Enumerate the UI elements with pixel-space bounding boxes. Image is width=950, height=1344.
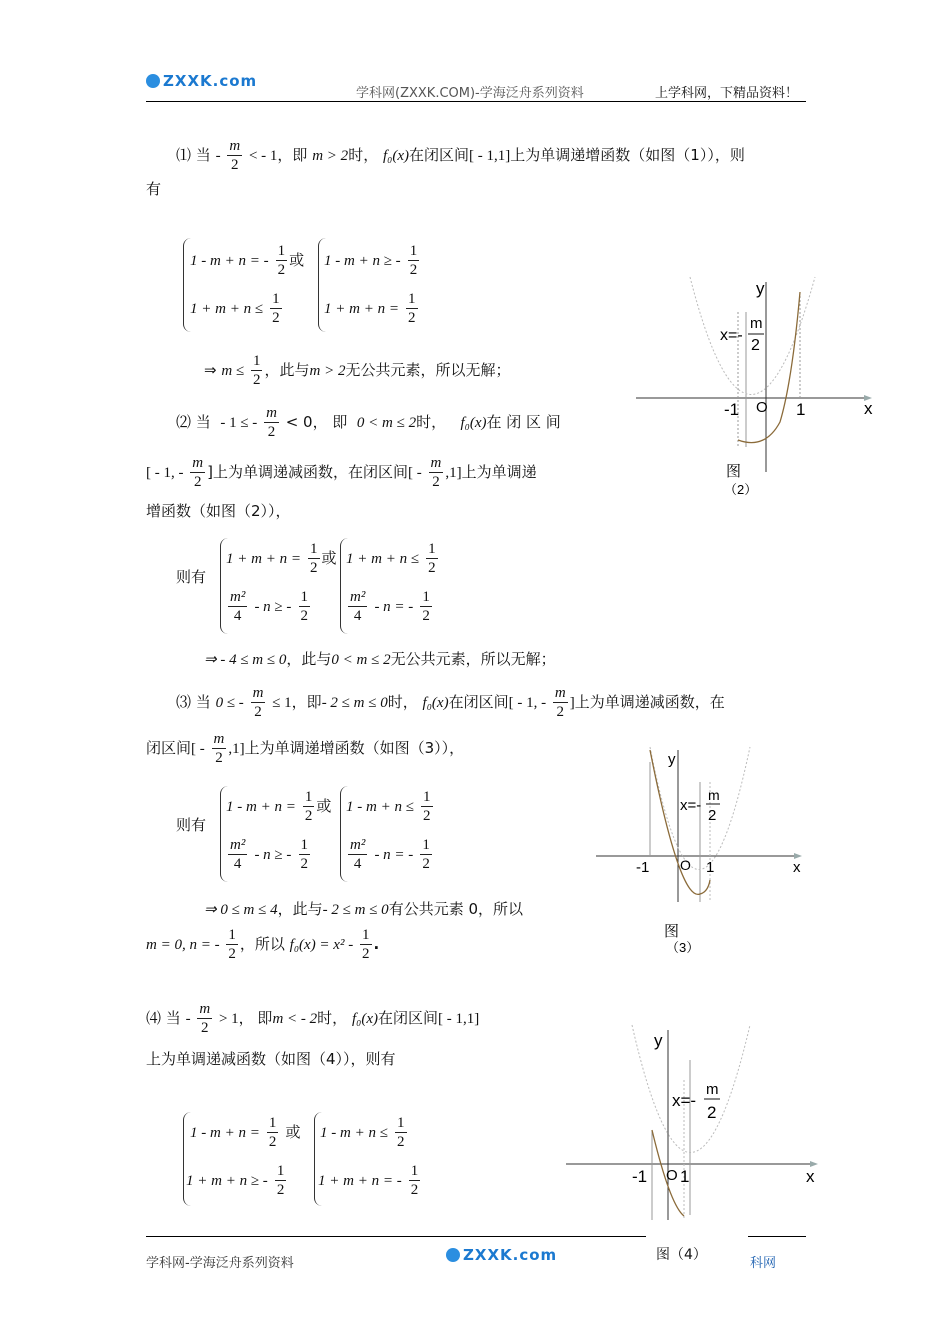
case3-sys1-eq2: $\frac{\text{m²}}{4}$ - n ≥ - $\frac{1}{2}$ <box>230 837 309 872</box>
logo-icon <box>146 74 160 88</box>
axis-eq-prefix: x=- <box>672 1091 697 1110</box>
case2-sys1-eq1: 1 + m + n = $\frac{1}{2}$ 或 <box>226 541 337 576</box>
axis-eq-prefix: x=- <box>680 797 702 814</box>
footer-logo[interactable] <box>446 1246 557 1264</box>
header-right: 上学科网，下精品资料！ <box>655 86 799 101</box>
axis-eq-num: m <box>706 1081 719 1098</box>
footer-right: 科网 <box>750 1256 777 1271</box>
case4-sys1-eq2: 1 + m + n ≥ - $\frac{1}{2}$ <box>186 1163 285 1198</box>
parabola-curve <box>738 292 800 443</box>
case2-conclusion: ⇒ - 4 ≤ m ≤ 0，此与0 < m ≤ 2无公共元素，所以无解； <box>204 650 556 668</box>
case3-line2: 闭区间[ - $\frac{m}{2}$ ,1]上为单调递增函数（如图（3））， <box>146 731 465 766</box>
case3-conclusion: ⇒ 0 ≤ m ≤ 4，此与- 2 ≤ m ≤ 0有公共元素 0，所以 <box>204 900 523 918</box>
header-center: 学科网(ZXXK.COM)-学海泛舟系列资料 <box>356 86 584 101</box>
figure-3 <box>590 742 820 957</box>
label-one: 1 <box>680 1167 690 1186</box>
case2-sys2-eq1: 1 + m + n ≤ $\frac{1}{2}$ <box>346 541 436 576</box>
case1-conclusion: ⇒ m ≤ $\frac{1}{2}$ ，此与m > 2无公共元素，所以无解； <box>204 353 511 388</box>
case4-line2: 上为单调递减函数（如图（4）），则有 <box>146 1050 396 1068</box>
label-x: x <box>864 399 873 418</box>
label-neg1: -1 <box>636 859 650 876</box>
logo-text: ZXXK.com <box>163 72 258 90</box>
figure-2 <box>630 272 880 502</box>
fig2-caption-b: （2） <box>724 482 758 497</box>
parabola-dotted <box>632 1025 750 1153</box>
label-x: x <box>793 859 801 876</box>
case1-line1: ⑴ 当 - $\frac{m}{2}$ < - 1，即 m > 2时， f₀(x)在闭区间[ - 1,1]上为单调递增函数（如图（1）），则 <box>176 138 745 173</box>
parabola-dotted <box>690 277 815 395</box>
case1-sys2-eq2: 1 + m + n = $\frac{1}{2}$ <box>324 291 416 326</box>
label-origin: O <box>666 1167 678 1184</box>
axis-eq-den: 2 <box>707 1103 717 1122</box>
case1-sys1-eq1: 1 - m + n = - $\frac{1}{2}$ 或 <box>190 243 305 278</box>
case2-line3: 增函数（如图（2））， <box>146 502 291 520</box>
footer-rule-left <box>146 1236 646 1237</box>
case3-result: m = 0, n = - $\frac{1}{2}$ ，所以 f₀(x) = x² - $\frac{1}{2}$ . <box>146 927 380 962</box>
case1-you: 有 <box>146 180 162 198</box>
case1-sys1-eq2: 1 + m + n ≤ $\frac{1}{2}$ <box>190 291 280 326</box>
frac-m-over-2: $\frac{m}{2}$ <box>229 138 241 173</box>
case4-sys2-eq2: 1 + m + n = - $\frac{1}{2}$ <box>318 1163 419 1198</box>
axis-eq-num: m <box>708 787 720 803</box>
label-origin: O <box>756 399 768 416</box>
axis-eq-prefix: x=- <box>720 327 743 344</box>
footer-left: 学科网-学海泛舟系列资料 <box>146 1256 294 1271</box>
case3-sys1-eq1: 1 - m + n = $\frac{1}{2}$ 或 <box>226 789 332 824</box>
label-x: x <box>806 1167 815 1186</box>
label-neg1: -1 <box>724 400 740 419</box>
label-y: y <box>654 1031 663 1050</box>
case3-sys2-eq2: $\frac{\text{m²}}{4}$ - n = - $\frac{1}{2}$ <box>350 837 430 872</box>
figure-4 <box>560 1020 830 1225</box>
case3-then: 则有 <box>176 816 207 834</box>
header-rule <box>146 101 806 102</box>
fig4-caption: 图（4） <box>656 1247 707 1263</box>
case2-then: 则有 <box>176 568 207 586</box>
case2-sys2-eq2: $\frac{\text{m²}}{4}$ - n = - $\frac{1}{2}$ <box>350 589 430 624</box>
axis-eq-num: m <box>750 315 763 332</box>
footer-rule-right <box>748 1236 806 1237</box>
case2-sys1-eq2: $\frac{\text{m²}}{4}$ - n ≥ - $\frac{1}{2}$ <box>230 589 309 624</box>
label-y: y <box>668 751 676 768</box>
case3-sys2-eq1: 1 - m + n ≤ $\frac{1}{2}$ <box>346 789 431 824</box>
fig3-caption-a: 图 <box>664 922 680 940</box>
case1-sys2-eq1: 1 - m + n ≥ - $\frac{1}{2}$ <box>324 243 418 278</box>
logo-text: ZXXK.com <box>463 1246 558 1264</box>
case4-sys1-eq1: 1 - m + n = $\frac{1}{2}$ 或 <box>190 1115 301 1150</box>
label-y: y <box>756 279 765 298</box>
fig3-caption-b: （3） <box>666 940 700 955</box>
case2-line2: [ - 1, - $\frac{m}{2}$ ]上为单调递减函数，在闭区间[ - $\frac{m}{2}$ ,1]上为单调递 <box>146 455 537 490</box>
label-one: 1 <box>796 400 806 419</box>
label-origin: O <box>680 857 691 873</box>
fig2-caption-a: 图 <box>726 462 742 480</box>
case4-line1: ⑷ 当 - $\frac{m}{2}$ > 1， 即m < - 2时， f₀(x)在闭区间[ - 1,1] <box>146 1001 480 1036</box>
axis-eq-den: 2 <box>751 337 760 354</box>
axis-eq-den: 2 <box>708 807 717 824</box>
case4-sys2-eq1: 1 - m + n ≤ $\frac{1}{2}$ <box>320 1115 405 1150</box>
case3-line1: ⑶ 当 0 ≤ - $\frac{m}{2}$ ≤ 1，即- 2 ≤ m ≤ 0时， f₀(x)在闭区间[ - 1, - $\frac{m}{2}$ ]上为单调递减函数，在 <box>176 685 725 720</box>
label-neg1: -1 <box>632 1167 648 1186</box>
label-one: 1 <box>706 859 715 876</box>
case2-line1: ⑵ 当 - 1 ≤ - $\frac{m}{2}$ < 0， 即 0 < m ≤ 2时， f₀(x)在 闭 区 间 <box>176 405 561 440</box>
logo-icon <box>446 1248 460 1262</box>
header-logo[interactable] <box>146 72 257 90</box>
